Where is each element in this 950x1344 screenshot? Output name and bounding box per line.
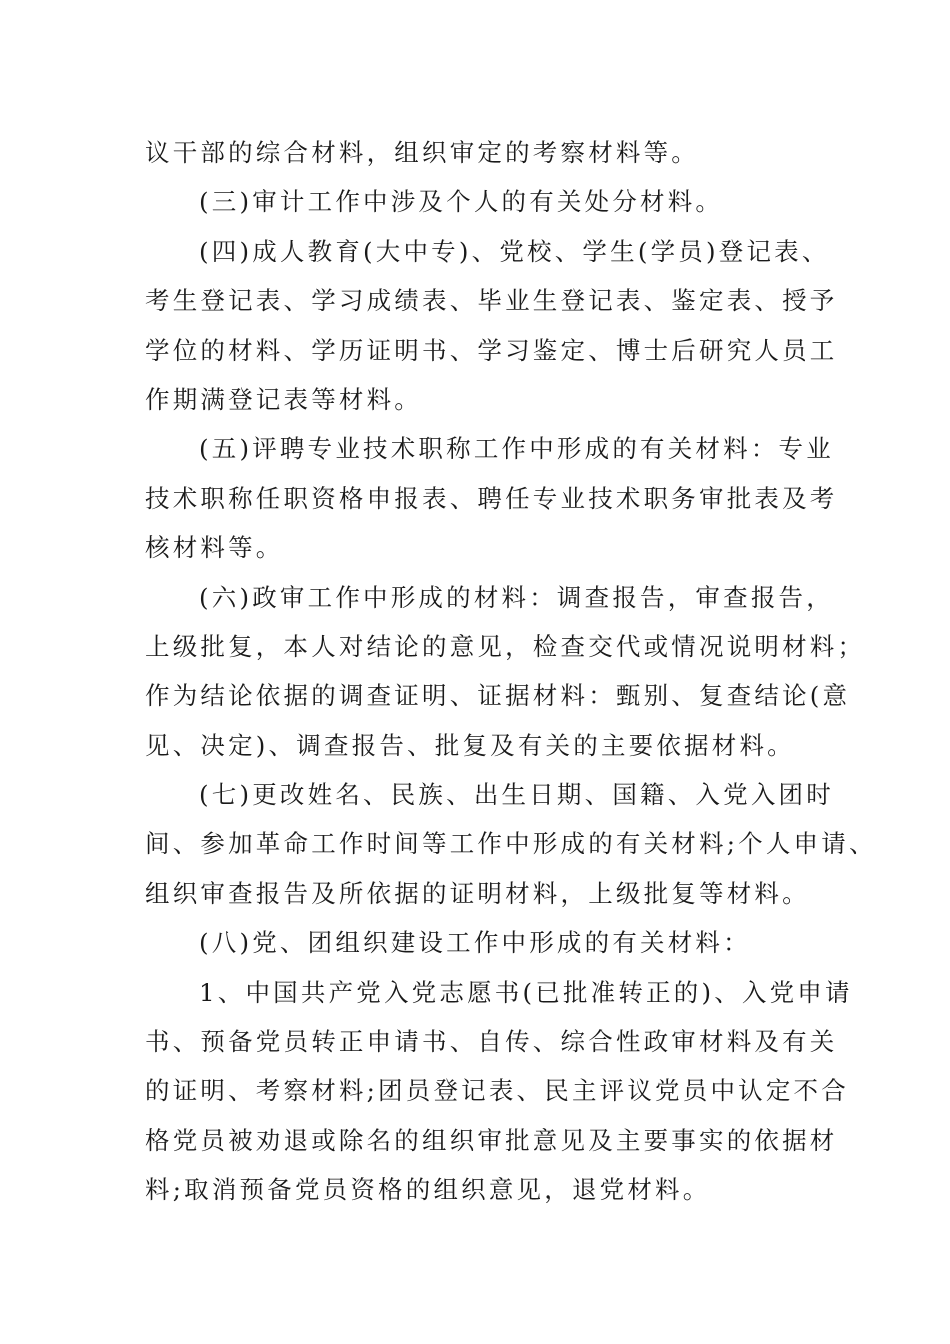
text-line: 技术职称任职资格申报表、聘任专业技术职务审批表及考 <box>145 483 838 513</box>
text-line: 书、预备党员转正申请书、自传、综合性政审材料及有关 <box>145 1027 838 1057</box>
text-line: 作为结论依据的调查证明、证据材料：甄别、复查结论(意 <box>145 681 851 711</box>
text-line: 议干部的综合材料，组织审定的考察材料等。 <box>145 138 699 167</box>
text-line: 间、参加革命工作时间等工作中形成的有关材料;个人申请、 <box>145 829 877 859</box>
text-line: (三)审计工作中涉及个人的有关处分材料。 <box>199 187 724 217</box>
document-body <box>145 128 877 1215</box>
text-line: 作期满登记表等材料。 <box>145 384 422 414</box>
text-line: (六)政审工作中形成的材料：调查报告，审查报告， <box>199 582 834 612</box>
text-line: (八)党、团组织建设工作中形成的有关材料： <box>199 928 751 958</box>
text-line: 考生登记表、学习成绩表、毕业生登记表、鉴定表、授予 <box>145 286 838 316</box>
text-line: 1、中国共产党入党志愿书(已批准转正的)、入党申请 <box>199 977 853 1007</box>
text-line: 料;取消预备党员资格的组织意见，退党材料。 <box>145 1175 711 1205</box>
text-line: 学位的材料、学历证明书、学习鉴定、博士后研究人员工 <box>145 335 838 365</box>
text-line: 见、决定)、调查报告、批复及有关的主要依据材料。 <box>145 730 795 760</box>
text-line: 核材料等。 <box>145 533 284 563</box>
text-line: (四)成人教育(大中专)、党校、学生(学员)登记表、 <box>199 236 830 266</box>
text-line: 格党员被劝退或除名的组织审批意见及主要事实的依据材 <box>145 1125 838 1155</box>
text-line: 组织审查报告及所依据的证明材料，上级批复等材料。 <box>145 878 810 908</box>
text-line: 的证明、考察材料;团员登记表、民主评议党员中认定不合 <box>145 1076 849 1106</box>
text-line: 上级批复，本人对结论的意见，检查交代或情况说明材料； <box>145 631 866 661</box>
text-line: (五)评聘专业技术职称工作中形成的有关材料：专业 <box>199 434 834 464</box>
text-line: (七)更改姓名、民族、出生日期、国籍、入党入团时 <box>199 780 834 810</box>
